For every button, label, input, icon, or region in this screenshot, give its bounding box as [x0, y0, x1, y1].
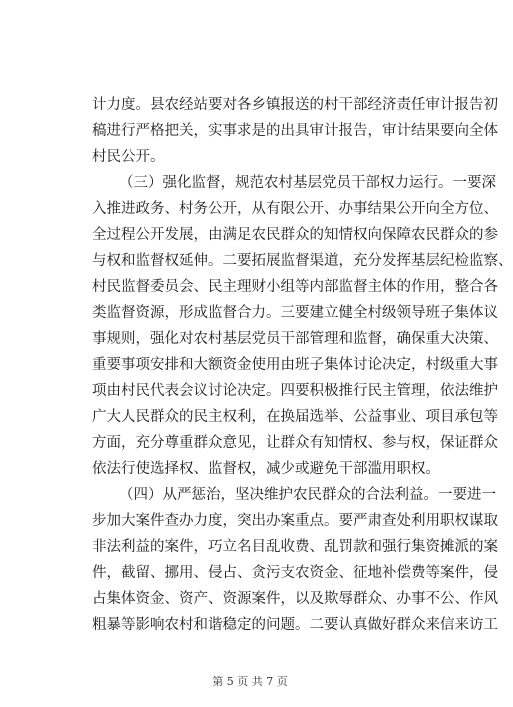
- body-line-4: （三）强化监督，规范农村基层党员干部权力运行。一要深: [119, 175, 496, 191]
- body-line-3: 村民公开。: [92, 149, 165, 165]
- body-line-6: 全过程公开发展，由满足农民群众的知情权向保障农民群众的参: [92, 227, 498, 243]
- body-line-5: 入推进政务、村务公开，从有限公开、办事结果公开向全方位、: [92, 201, 498, 217]
- body-line-14: 方面，充分尊重群众意见，让群众有知情权、参与权，保证群众: [92, 435, 498, 451]
- body-line-10: 事规则，强化对农村基层党员干部管理和监督，确保重大决策、: [92, 331, 498, 347]
- body-line-18: 非法利益的案件，巧立名目乱收费、乱罚款和强行集资摊派的案: [92, 539, 498, 555]
- body-line-2: 稿进行严格把关，实事求是的出具审计报告，审计结果要向全体: [92, 123, 498, 139]
- body-line-19: 件，截留、挪用、侵占、贪污支农资金、征地补偿费等案件，侵: [92, 565, 498, 581]
- body-line-12: 项由村民代表会议讨论决定。四要积极推行民主管理，依法维护: [92, 383, 498, 399]
- body-line-16: （四）从严惩治，坚决维护农民群众的合法利益。一要进一: [119, 487, 496, 503]
- body-line-20: 占集体资金、资产、资源案件，以及欺辱群众、办事不公、作风: [92, 591, 498, 607]
- body-line-21: 粗暴等影响农村和谐稳定的问题。二要认真做好群众来信来访工: [92, 617, 498, 633]
- page-footer: 第 5 页 共 7 页: [212, 675, 288, 688]
- body-line-17: 步加大案件查办力度，突出办案重点。要严肃查处利用职权谋取: [92, 513, 498, 529]
- body-line-13: 广大人民群众的民主权利，在换届选举、公益事业、项目承包等: [92, 409, 498, 425]
- body-line-11: 重要事项安排和大额资金使用由班子集体讨论决定，村级重大事: [92, 357, 498, 373]
- body-line-1: 计力度。县农经站要对各乡镇报送的村干部经济责任审计报告初: [92, 97, 498, 113]
- body-line-15: 依法行使选择权、监督权，减少或避免干部滥用职权。: [92, 461, 440, 477]
- body-line-8: 村民监督委员会、民主理财小组等内部监督主体的作用，整合各: [92, 279, 498, 295]
- body-line-7: 与权和监督权延伸。二要拓展监督渠道，充分发挥基层纪检监察、: [92, 253, 513, 269]
- body-line-9: 类监督资源，形成监督合力。三要建立健全村级领导班子集体议: [92, 305, 498, 321]
